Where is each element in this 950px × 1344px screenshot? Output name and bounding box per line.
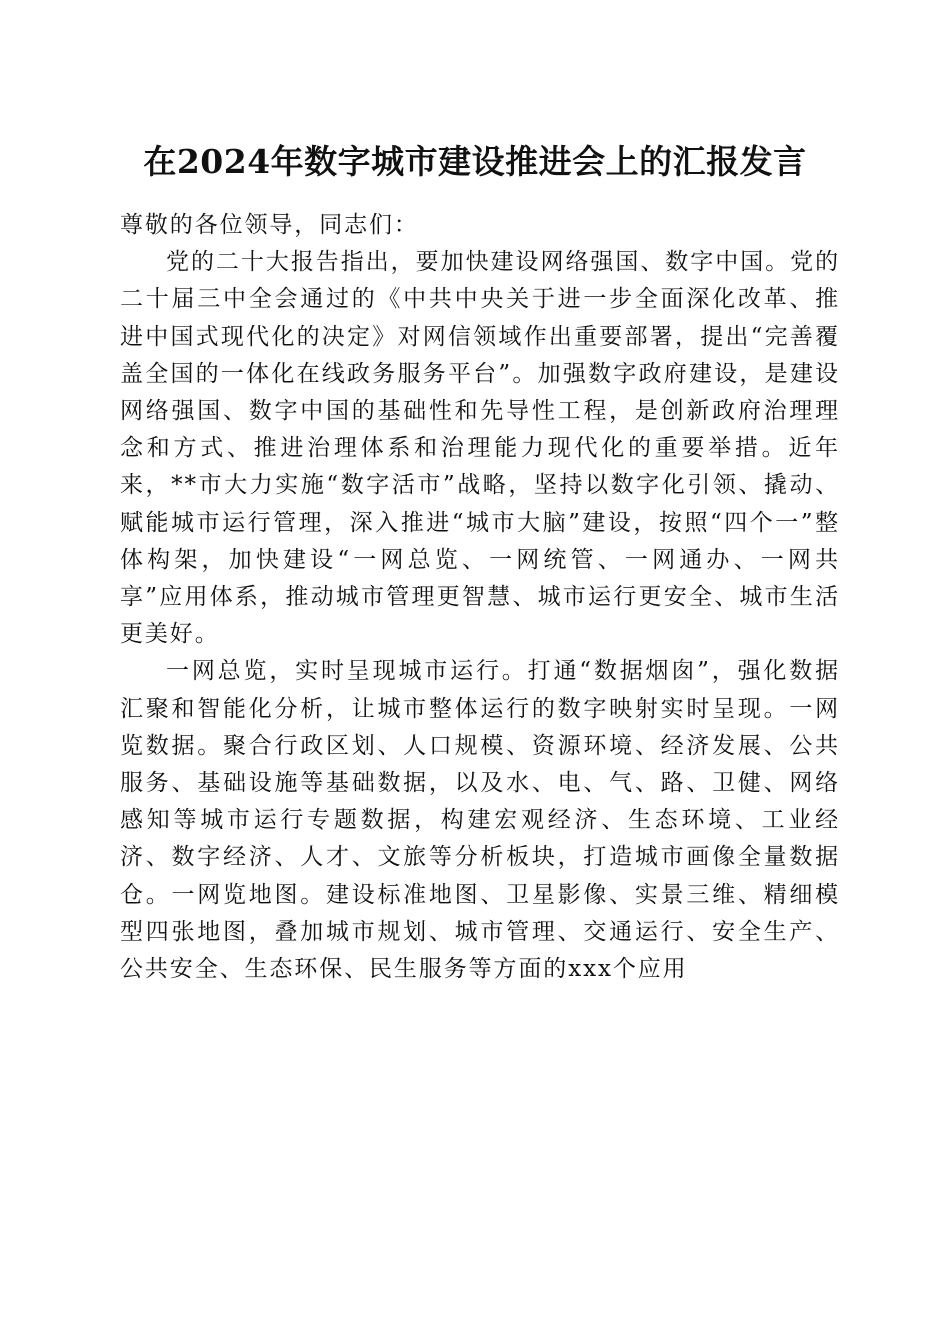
document-body [120, 207, 840, 988]
salutation: 尊敬的各位领导，同志们： [120, 212, 419, 238]
document-title: 在2024年数字城市建设推进会上的汇报发言 [143, 142, 807, 181]
paragraph-overview: 一网总览，实时呈现城市运行。打通“数据烟囱”，强化数据汇聚和智能化分析，让城市整体运行的数字映射实时呈现。一网览数据。聚合行政区划、人口规模、资源环境、经济发展、公共服务、基础设施等基础数据，以及水、电、气、路、卫健、网络感知等城市运行专题数据，构建宏观经济、生态环境、工业经济、数字经济、人才、文旅等分析板块，打造城市画像全量数据仓。一网览地图。建设标准地图、卫星影像、实景三维、精细模型四张地图，叠加城市规划、城市管理、交通运行、安全生产、公共安全、生态环保、民生服务等方面的xxx个应用 [120, 658, 840, 983]
paragraph-intro: 党的二十大报告指出，要加快建设网络强国、数字中国。党的二十届三中全会通过的《中共中央关于进一步全面深化改革、推进中国式现代化的决定》对网信领域作出重要部署，提出“完善覆盖全国的一体化在线政务服务平台”。加强数字政府建设，是建设网络强国、数字中国的基础性和先导性工程，是创新政府治理理念和方式、推进治理体系和治理能力现代化的重要举措。近年来，**市大力实施“数字活市”战略，坚持以数字化引领、撬动、赋能城市运行管理，深入推进“城市大脑”建设，按照“四个一”整体构架，加快建设“一网总览、一网统管、一网通办、一网共享”应用体系，推动城市管理更智慧、城市运行更安全、城市生活更美好。 [120, 249, 840, 648]
